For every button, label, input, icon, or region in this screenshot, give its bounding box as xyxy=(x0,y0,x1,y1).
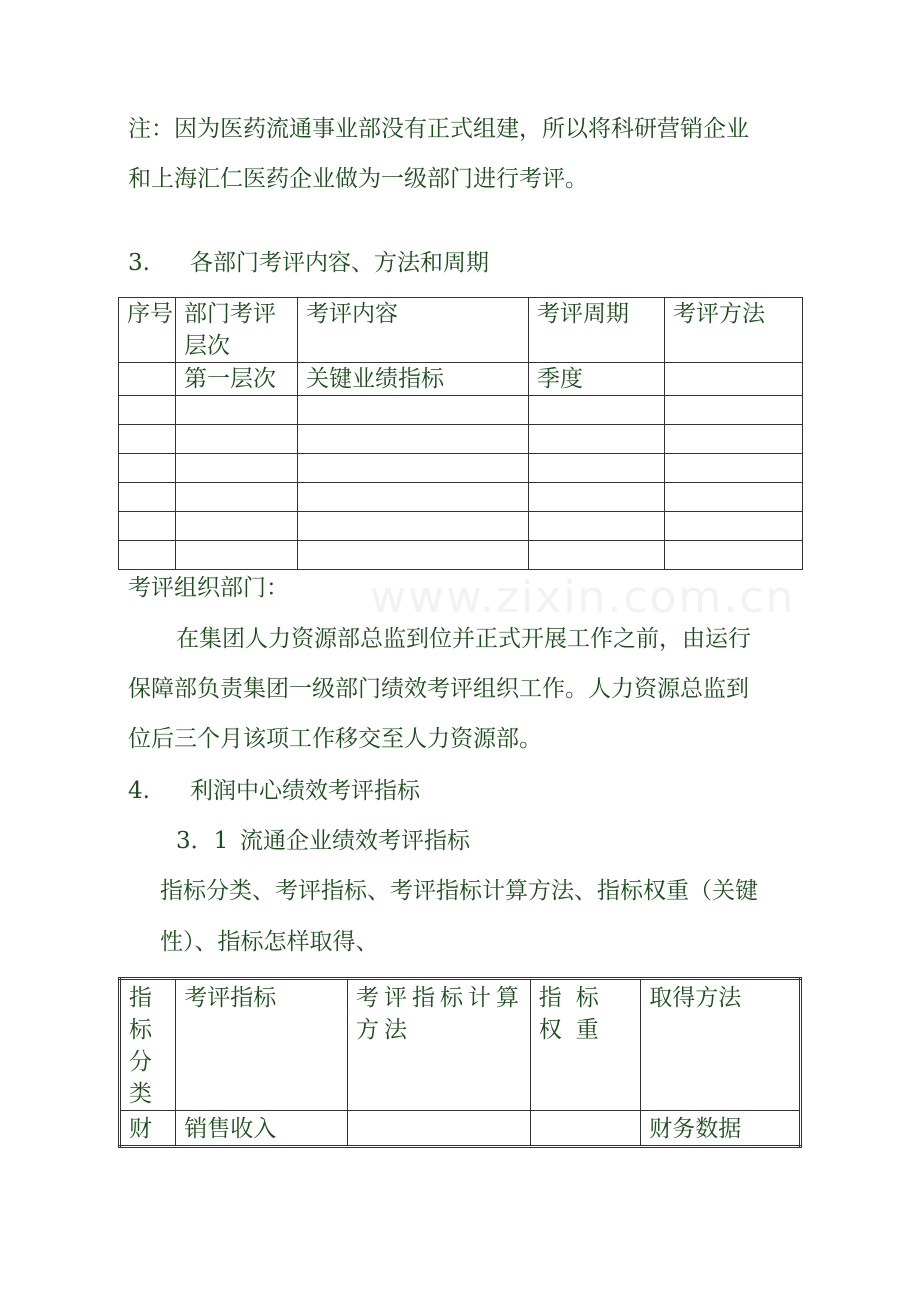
note-line-1: 注：因为医药流通事业部没有正式组建，所以将科研营销企业 xyxy=(128,116,749,142)
org-line-2: 保障部负责集团一级部门绩效考评组织工作。人力资源总监到 xyxy=(128,676,749,702)
table-cell xyxy=(119,363,176,396)
table-cell: 财 xyxy=(120,1111,176,1147)
section-4-heading xyxy=(128,776,420,806)
table-cell xyxy=(347,1111,530,1147)
section-3-title: 各部门考评内容、方法和周期 xyxy=(190,250,489,276)
profit-center-indicator-table xyxy=(118,977,802,1148)
org-label: 考评组织部门： xyxy=(128,575,289,601)
table-cell: 销售收入 xyxy=(176,1111,348,1147)
subsection-number: 3．1 xyxy=(176,828,229,854)
table-row-empty xyxy=(119,425,803,454)
subsection-title: 流通企业绩效考评指标 xyxy=(240,828,470,854)
indicators-line-1: 指标分类、考评指标、考评指标计算方法、指标权重（关键 xyxy=(160,878,758,904)
table-cell: 第一层次 xyxy=(176,363,298,396)
org-line-3: 位后三个月该项工作移交至人力资源部。 xyxy=(128,726,542,752)
header-cell: 考评内容 xyxy=(298,298,529,363)
table-header-row xyxy=(119,298,803,363)
header-cell: 指标分类 xyxy=(120,979,176,1111)
table-header-row xyxy=(120,979,801,1111)
table-row-empty xyxy=(119,483,803,512)
header-cell: 指标权重 xyxy=(530,979,640,1111)
table-row-empty xyxy=(119,541,803,570)
table-cell: 季度 xyxy=(529,363,665,396)
table-cell xyxy=(530,1111,640,1147)
watermark-text: www.zixin.com.cn xyxy=(370,572,796,623)
subsection-3-1-heading xyxy=(176,826,470,856)
header-cell: 考评方法 xyxy=(665,298,803,363)
header-cell: 取得方法 xyxy=(641,979,801,1111)
header-cell: 部门考评层次 xyxy=(176,298,298,363)
section-3-heading xyxy=(128,248,489,278)
header-cell: 考评指标计算方法 xyxy=(347,979,530,1111)
header-cell: 序号 xyxy=(119,298,176,363)
note-line-2: 和上海汇仁医药企业做为一级部门进行考评。 xyxy=(128,166,588,192)
table-row-empty xyxy=(119,454,803,483)
table-row-empty xyxy=(119,396,803,425)
section-3-number: 3. xyxy=(128,250,150,276)
table-row xyxy=(120,1111,801,1147)
table-row-empty xyxy=(119,512,803,541)
table-cell: 关键业绩指标 xyxy=(298,363,529,396)
header-cell: 考评周期 xyxy=(529,298,665,363)
table-row xyxy=(119,363,803,396)
indicators-line-2: 性）、指标怎样取得、 xyxy=(160,929,379,955)
section-4-number: 4. xyxy=(128,778,150,804)
department-evaluation-table xyxy=(118,297,803,570)
table-cell: 财务数据 xyxy=(641,1111,801,1147)
org-line-1: 在集团人力资源部总监到位并正式开展工作之前，由运行 xyxy=(176,626,751,652)
header-cell: 考评指标 xyxy=(176,979,348,1111)
section-4-title: 利润中心绩效考评指标 xyxy=(190,778,420,804)
table-cell xyxy=(665,363,803,396)
